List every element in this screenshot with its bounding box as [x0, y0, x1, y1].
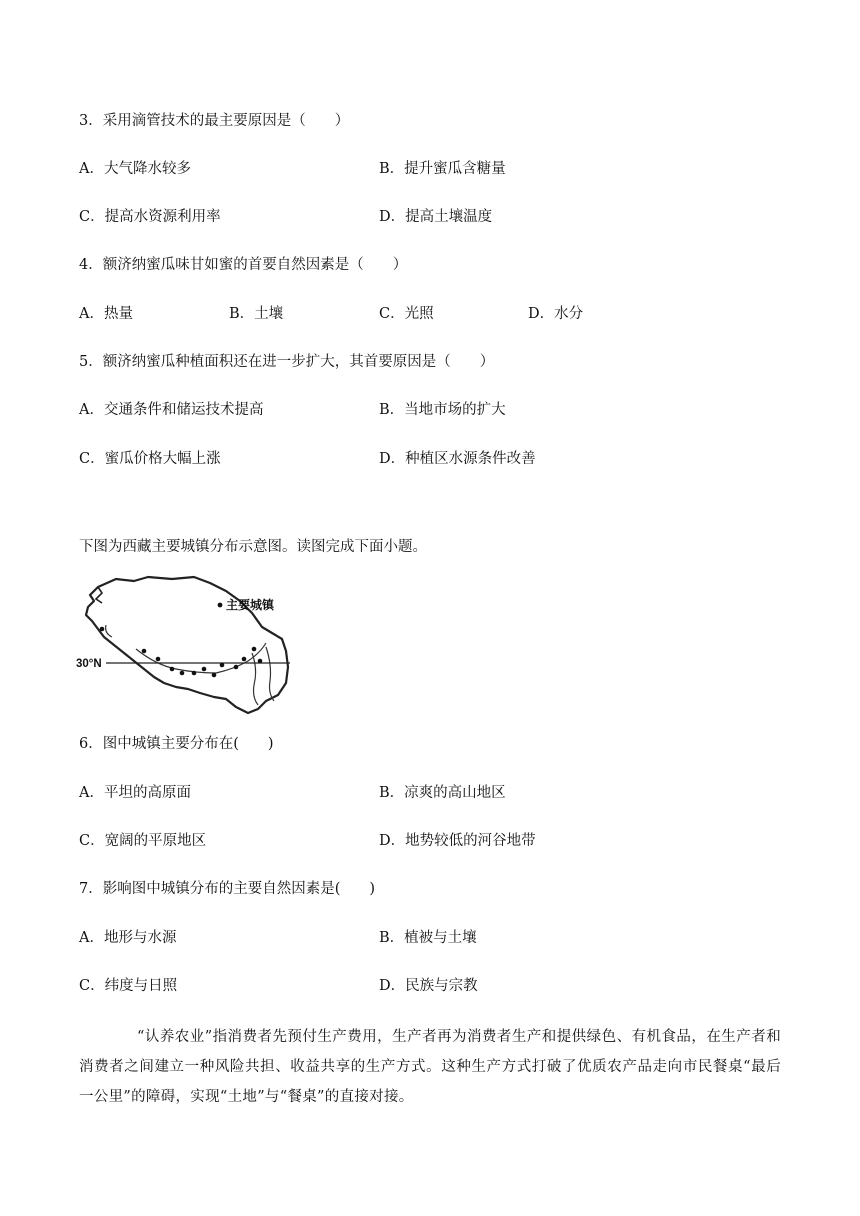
map-intro-text: 下图为西藏主要城镇分布示意图。读图完成下面小题。 [79, 539, 427, 555]
question-3-option-d: D．提高土壤温度 [379, 209, 493, 225]
town-marker [220, 663, 225, 668]
question-7-option-c: C．纬度与日照 [79, 978, 178, 994]
question-4-option-d: D．水分 [528, 306, 584, 322]
question-3-option-b: B．提升蜜瓜含糖量 [379, 161, 506, 177]
town-marker [180, 671, 185, 676]
question-4-stem: 4．额济纳蜜瓜味甘如蜜的首要自然因素是（ ） [79, 257, 408, 273]
town-marker [142, 649, 147, 654]
legend-dot-icon [218, 603, 223, 608]
question-3-option-c: C．提高水资源利用率 [79, 209, 221, 225]
question-4-option-c: C．光照 [379, 306, 434, 322]
question-5-option-a: A．交通条件和储运技术提高 [79, 402, 264, 418]
passage-paragraph: “认养农业”指消费者先预付生产费用，生产者再为消费者生产和提供绿色、有机食品，在生产者和消费者之间建立一种风险共担、收益共享的生产方式。这种生产方式打破了优质农产品走向市民餐桌“最后一公里”的障碍，实现“土地”与“餐桌”的直接对接。 [79, 1029, 781, 1105]
latitude-label: 30°N [76, 658, 102, 670]
question-3-stem: 3．采用滴管技术的最主要原因是（ ） [79, 113, 350, 129]
town-marker [100, 627, 105, 632]
map-legend-label: 主要城镇 [226, 598, 275, 612]
town-marker [156, 657, 161, 662]
question-7-option-b: B．植被与土壤 [379, 930, 477, 946]
question-6-stem: 6．图中城镇主要分布在( ) [79, 736, 274, 752]
river-line [136, 643, 266, 673]
question-5-option-c: C．蜜瓜价格大幅上涨 [79, 451, 221, 467]
question-5-stem: 5．额济纳蜜瓜种植面积还在进一步扩大，其首要原因是（ ） [79, 354, 495, 370]
town-marker [252, 647, 257, 652]
tibet-towns-map [76, 573, 292, 715]
question-5-option-d: D．种植区水源条件改善 [379, 451, 536, 467]
question-7-option-a: A．地形与水源 [79, 930, 177, 946]
question-7-option-d: D．民族与宗教 [379, 978, 478, 994]
town-marker [192, 671, 197, 676]
town-marker [242, 657, 247, 662]
question-3-option-a: A．大气降水较多 [79, 161, 191, 177]
question-6-option-c: C．宽阔的平原地区 [79, 833, 207, 849]
question-6-option-b: B．凉爽的高山地区 [379, 785, 506, 801]
town-marker [212, 673, 217, 678]
question-5-option-b: B．当地市场的扩大 [379, 402, 506, 418]
question-6-option-d: D．地势较低的河谷地带 [379, 833, 536, 849]
question-7-stem: 7．影响图中城镇分布的主要自然因素是( ) [79, 881, 376, 897]
question-6-option-a: A．平坦的高原面 [79, 785, 191, 801]
town-marker [258, 659, 263, 664]
town-marker [234, 665, 239, 670]
town-marker [170, 667, 175, 672]
question-4-option-a: A．热量 [79, 306, 133, 322]
question-4-option-b: B．土壤 [229, 306, 284, 322]
town-marker [202, 667, 207, 672]
